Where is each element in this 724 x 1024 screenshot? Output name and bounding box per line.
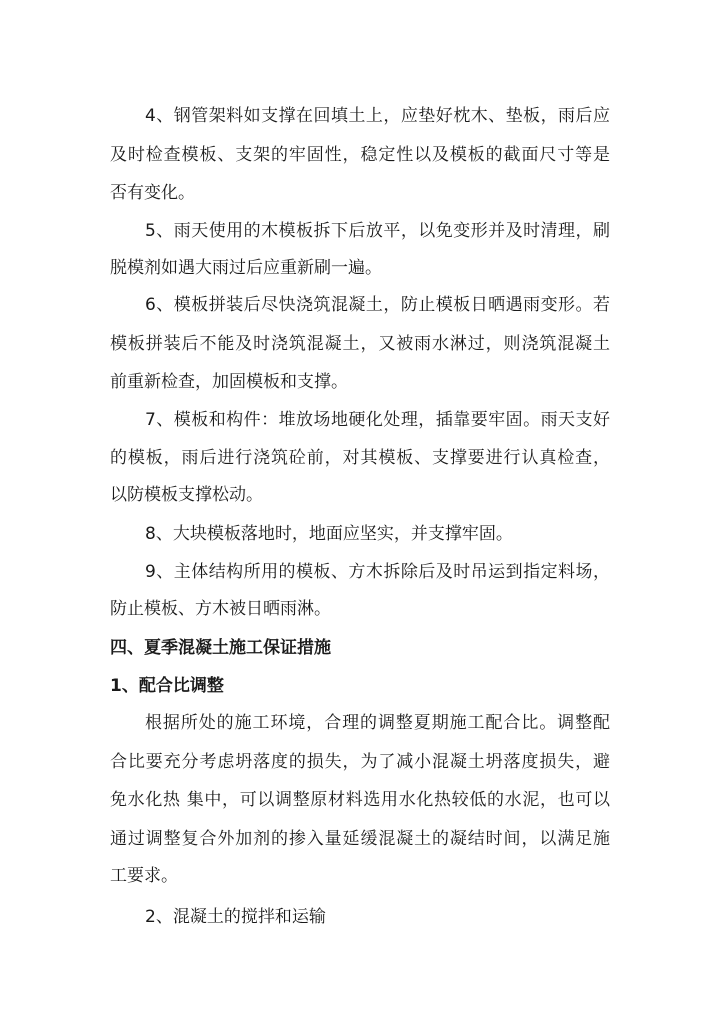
mix-paragraph-line-5: 工要求。 xyxy=(110,866,178,886)
mix-paragraph-line-4: 通过调整复合外加剂的掺入量延缓混凝土的凝结时间，以满足施 xyxy=(110,829,610,849)
paragraph-4-line-1: 4、钢管架料如支撑在回填土上，应垫好枕木、垫板，雨后应 xyxy=(145,106,610,126)
subsection-heading: 1、配合比调整 xyxy=(110,676,224,696)
section-heading: 四、夏季混凝土施工保证措施 xyxy=(110,638,331,658)
paragraph-4-line-3: 否有变化。 xyxy=(110,183,195,203)
paragraph-7-line-3: 以防模板支撑松动。 xyxy=(110,485,263,505)
paragraph-8-line-1: 8、大块模板落地时，地面应坚实，并支撑牢固。 xyxy=(145,524,513,544)
paragraph-7-line-1: 7、模板和构件：堆放场地硬化处理，插靠要牢固。雨天支好 xyxy=(145,410,610,430)
paragraph-6-line-3: 前重新检查，加固模板和支撑。 xyxy=(110,372,348,392)
paragraph-7-line-2: 的模板，雨后进行浇筑砼前，对其模板、支撑要进行认真检查， xyxy=(110,448,610,468)
paragraph-6-line-1: 6、模板拼装后尽快浇筑混凝土，防止模板日晒遇雨变形。若 xyxy=(145,295,610,315)
mix-paragraph-line-1: 根据所处的施工环境，合理的调整夏期施工配合比。调整配 xyxy=(145,713,610,733)
paragraph-4-line-2: 及时检查模板、支架的牢固性，稳定性以及模板的截面尺寸等是 xyxy=(110,145,610,165)
paragraph-9-line-1: 9、主体结构所用的模板、方木拆除后及时吊运到指定料场， xyxy=(145,562,610,582)
item-2-line-1: 2、混凝土的搅拌和运输 xyxy=(145,907,326,927)
mix-paragraph-line-2: 合比要充分考虑坍落度的损失，为了减小混凝土坍落度损失，避 xyxy=(110,752,610,772)
paragraph-5-line-2: 脱模剂如遇大雨过后应重新刷一遍。 xyxy=(110,258,382,278)
paragraph-6-line-2: 模板拼装后不能及时浇筑混凝土，又被雨水淋过，则浇筑混凝土 xyxy=(110,334,610,354)
mix-paragraph-line-3: 免水化热 集中，可以调整原材料选用水化热较低的水泥，也可以 xyxy=(110,790,610,810)
paragraph-5-line-1: 5、雨天使用的木模板拆下后放平，以免变形并及时清理，刷 xyxy=(145,221,610,241)
paragraph-9-line-2: 防止模板、方木被日晒雨淋。 xyxy=(110,599,331,619)
